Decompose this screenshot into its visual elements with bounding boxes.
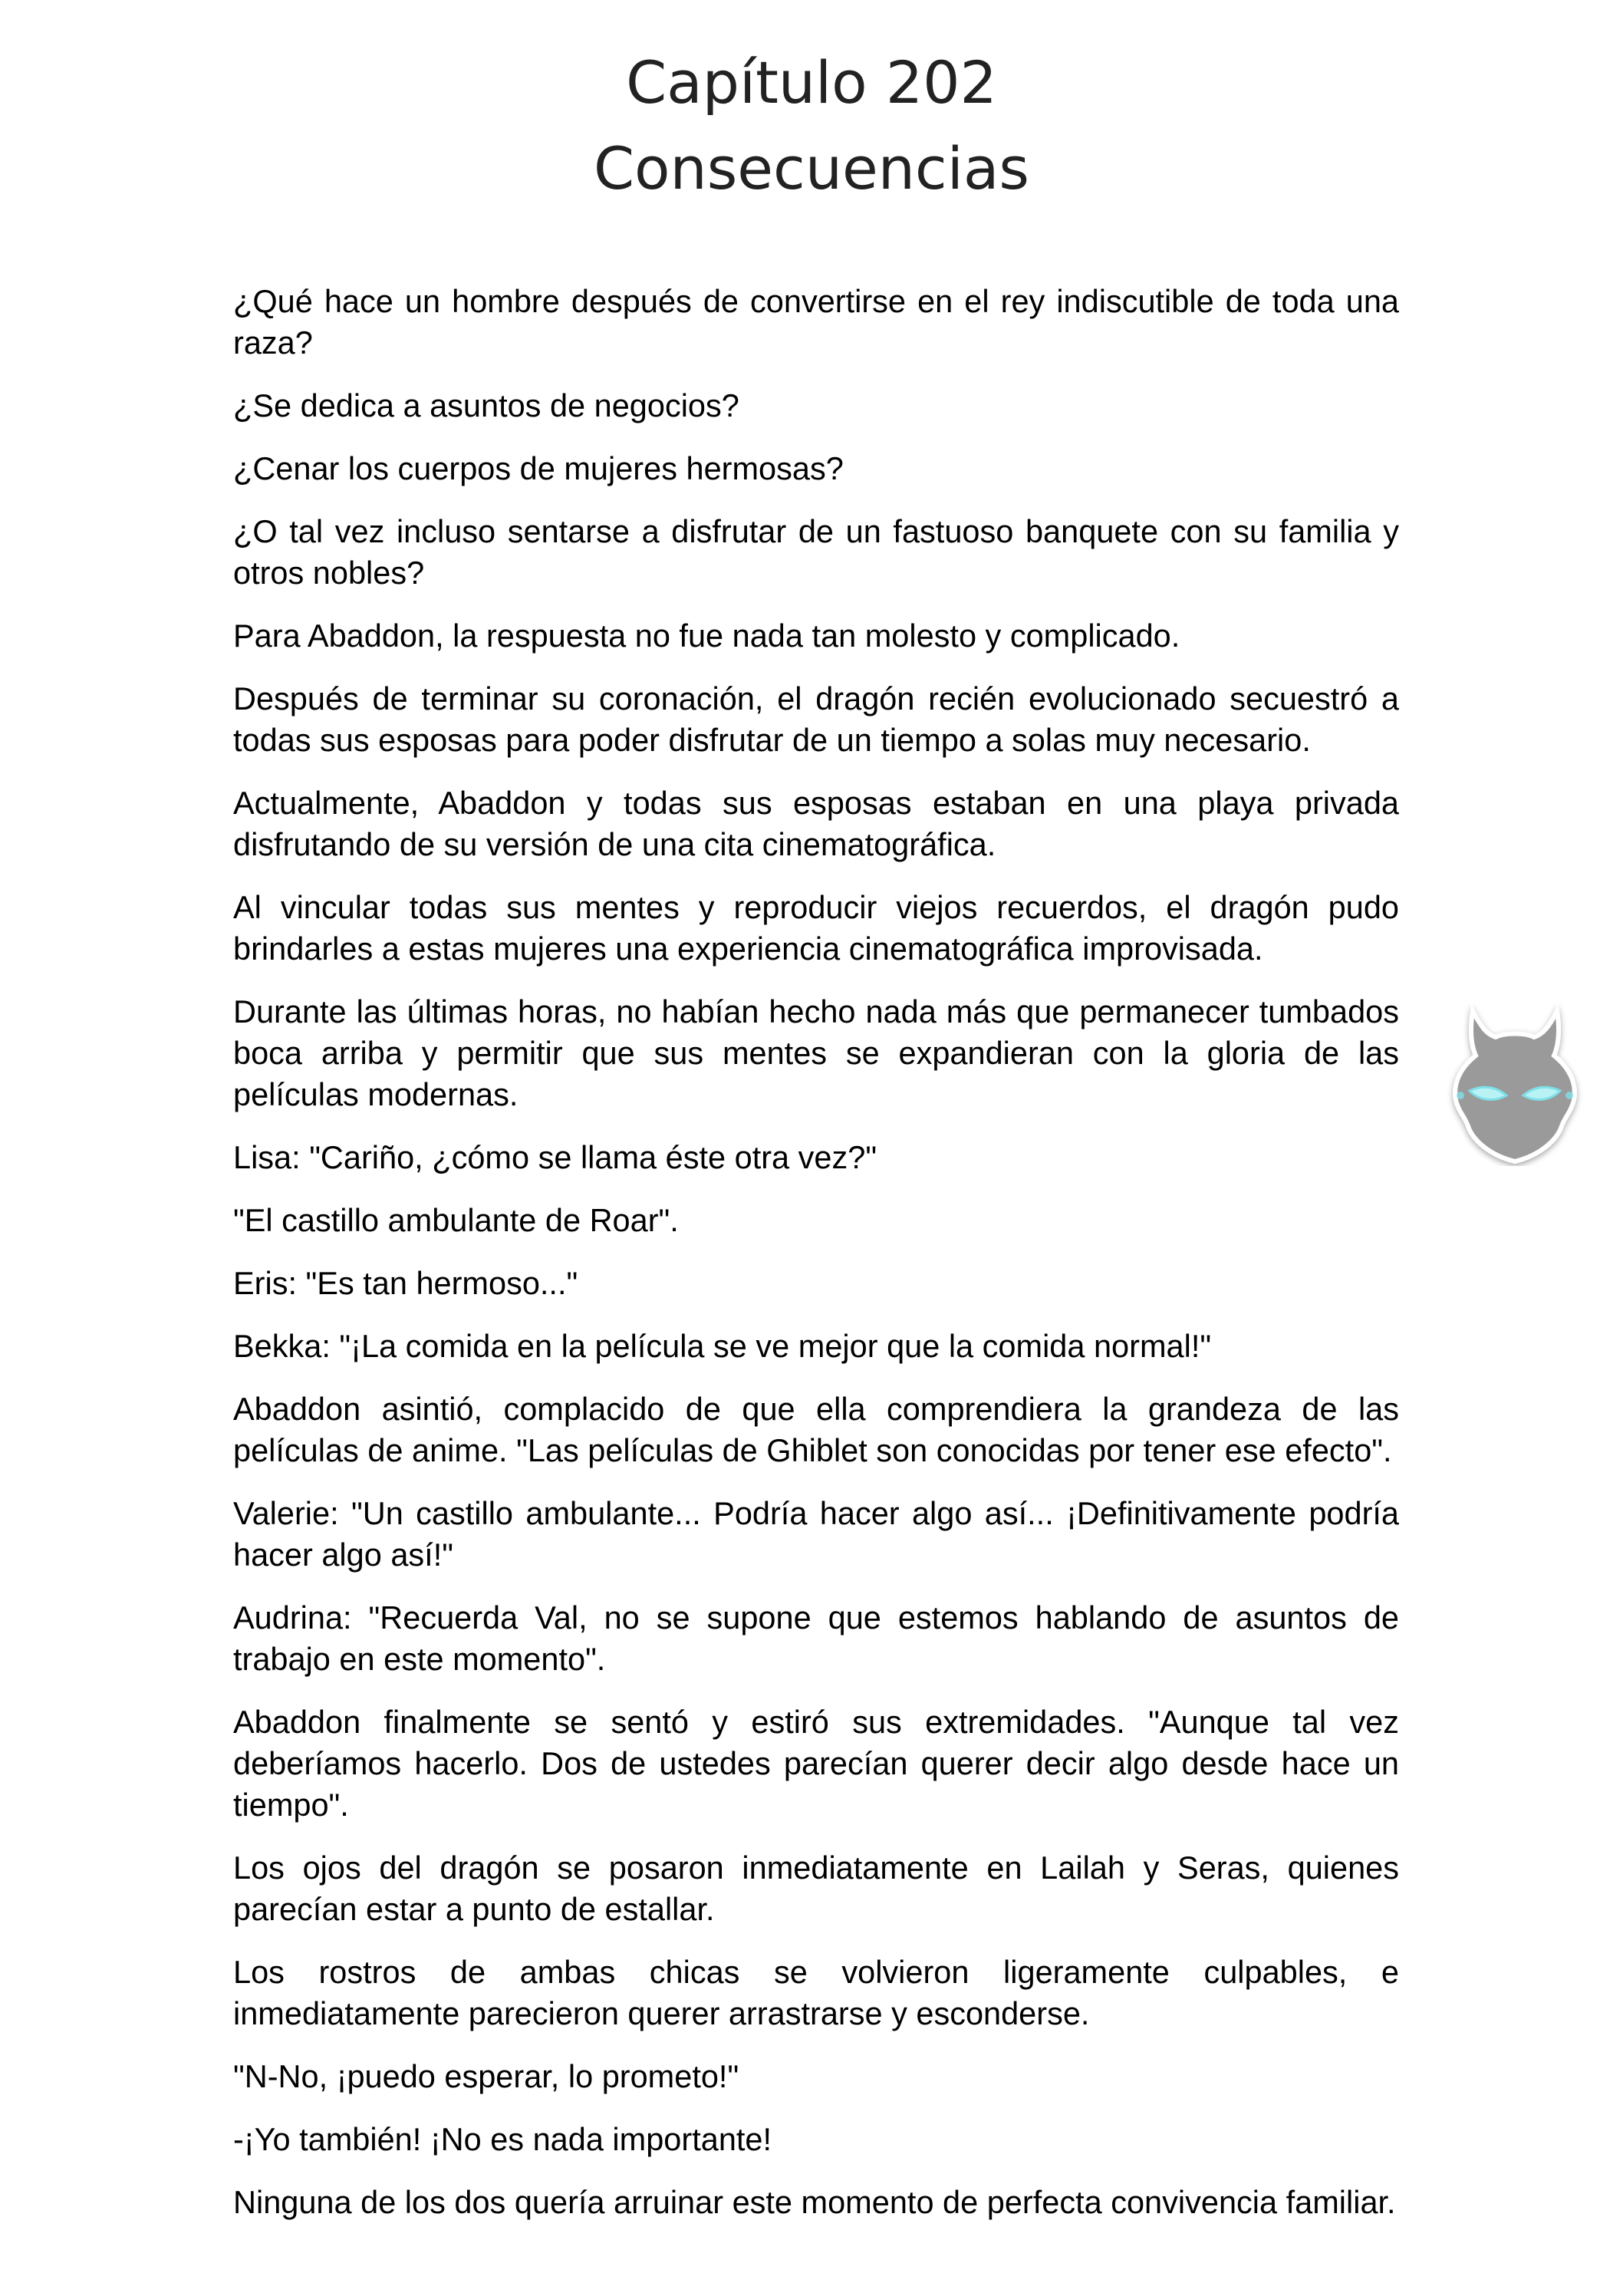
paragraph: Al vincular todas sus mentes y reproducir viejos recuerdos, el dragón pudo brindarles a estas mujeres una experiencia cinematográfica improvisada. bbox=[233, 889, 1399, 967]
paragraph: Audrina: "Recuerda Val, no se supone que estemos hablando de asuntos de trabajo en este momento". bbox=[233, 1599, 1399, 1677]
paragraph: Abaddon asintió, complacido de que ella comprendiera la grandeza de las películas de anime. "Las películas de Ghiblet son conocidas por tener ese efecto". bbox=[233, 1391, 1399, 1468]
chapter-body bbox=[233, 281, 1399, 2245]
chapter-title: Consecuencias bbox=[593, 134, 1030, 203]
paragraph: Los ojos del dragón se posaron inmediatamente en Lailah y Seras, quienes parecían estar a punto de estallar. bbox=[233, 1850, 1399, 1927]
paragraph: Lisa: "Cariño, ¿cómo se llama éste otra vez?" bbox=[233, 1139, 877, 1175]
paragraph: ¿Se dedica a asuntos de negocios? bbox=[233, 387, 739, 423]
paragraph: Los rostros de ambas chicas se volvieron ligeramente culpables, e inmediatamente parecieron querer arrastrarse y esconderse. bbox=[233, 1954, 1399, 2031]
paragraph: Para Abaddon, la respuesta no fue nada tan molesto y complicado. bbox=[233, 618, 1180, 654]
paragraph: "N-No, ¡puedo esperar, lo prometo!" bbox=[233, 2058, 739, 2094]
paragraph: Abaddon finalmente se sentó y estiró sus extremidades. "Aunque tal vez deberíamos hacerlo. Dos de ustedes parecían querer decir algo desde hace un tiempo". bbox=[233, 1704, 1399, 1823]
paragraph: Después de terminar su coronación, el dragón recién evolucionado secuestró a todas sus esposas para poder disfrutar de un tiempo a solas muy necesario. bbox=[233, 680, 1399, 758]
chapter-heading bbox=[0, 40, 1623, 212]
paragraph: "El castillo ambulante de Roar". bbox=[233, 1202, 679, 1238]
paragraph: Actualmente, Abaddon y todas sus esposas estaban en una playa privada disfrutando de su versión de una cita cinematográfica. bbox=[233, 785, 1399, 862]
chapter-number: Capítulo 202 bbox=[626, 48, 997, 117]
demon-head-silhouette bbox=[1455, 1011, 1575, 1161]
paragraph: Ninguna de los dos quería arruinar este momento de perfecta convivencia familiar. bbox=[233, 2184, 1396, 2220]
paragraph: Durante las últimas horas, no habían hecho nada más que permanecer tumbados boca arriba y permitir que sus mentes se expandieran con la gloria de las películas modernas. bbox=[233, 993, 1399, 1112]
paragraph: -¡Yo también! ¡No es nada importante! bbox=[233, 2121, 772, 2157]
paragraph: ¿Qué hace un hombre después de convertirse en el rey indiscutible de toda una raza? bbox=[233, 283, 1399, 361]
paragraph: Valerie: "Un castillo ambulante... Podría hacer algo así... ¡Definitivamente podría hacer algo así!" bbox=[233, 1495, 1399, 1573]
paragraph: ¿O tal vez incluso sentarse a disfrutar de un fastuoso banquete con su familia y otros nobles? bbox=[233, 513, 1399, 591]
demon-head-icon bbox=[1442, 997, 1588, 1166]
paragraph: ¿Cenar los cuerpos de mujeres hermosas? bbox=[233, 450, 844, 486]
paragraph: Bekka: "¡La comida en la película se ve mejor que la comida normal!" bbox=[233, 1328, 1212, 1364]
paragraph: Eris: "Es tan hermoso..." bbox=[233, 1265, 578, 1301]
